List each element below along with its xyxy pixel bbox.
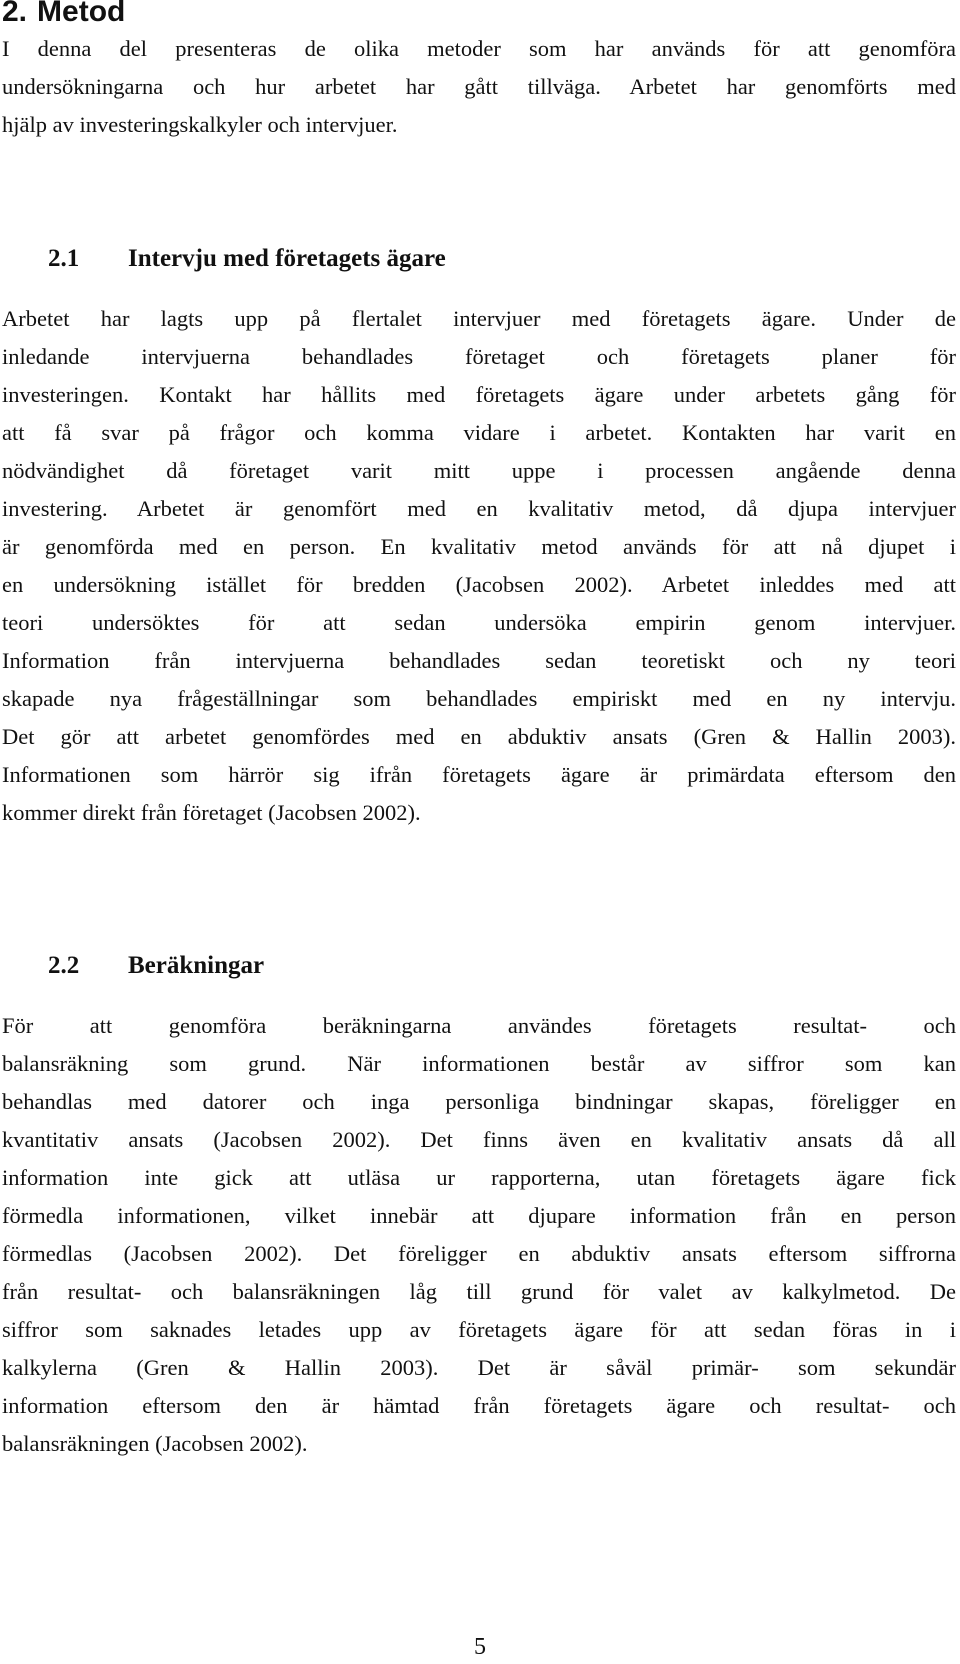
section-title: Beräkningar (128, 952, 265, 979)
section-2-1-paragraph (2, 300, 956, 832)
body-line: balansräkning som grund. När informationen består av siffror som kan (2, 1051, 956, 1076)
body-line: kalkylerna (Gren & Hallin 2003). Det är såväl primär- som sekundär (2, 1355, 956, 1380)
body-line: skapade nya frågeställningar som behandlades empiriskt med en ny intervju. (2, 686, 956, 711)
body-line: nödvändighet då företaget varit mitt uppe i processen angående denna (2, 458, 956, 483)
section-2-2-paragraph (2, 1007, 956, 1463)
body-line: kvantitativ ansats (Jacobsen 2002). Det finns även en kvalitativ ansats då all (2, 1127, 956, 1152)
body-line: Informationen som härrör sig ifrån företagets ägare är primärdata eftersom den (2, 762, 956, 787)
body-line: Information från intervjuerna behandlades sedan teoretiskt och ny teori (2, 648, 956, 673)
page-number: 5 (474, 1634, 486, 1660)
body-line: För att genomföra beräkningarna användes företagets resultat- och (2, 1013, 956, 1038)
chapter-number: 2. (2, 0, 28, 28)
intro-line: I denna del presenteras de olika metoder som har används för att genomföra (2, 36, 956, 61)
body-line: kommer direkt från företaget (Jacobsen 2002). (2, 800, 421, 825)
intro-line: undersökningarna och hur arbetet har gått tillväga. Arbetet har genomförts med (2, 74, 956, 99)
body-line: information inte gick att utläsa ur rapporterna, utan företagets ägare fick (2, 1165, 956, 1190)
body-line: investering. Arbetet är genomfört med en kvalitativ metod, då djupa intervjuer (2, 496, 956, 521)
section-number: 2.1 (48, 245, 80, 272)
body-line: förmedlas (Jacobsen 2002). Det föreligger en abduktiv ansats eftersom siffrorna (2, 1241, 956, 1266)
body-line: Det gör att arbetet genomfördes med en abduktiv ansats (Gren & Hallin 2003). (2, 724, 956, 749)
body-line: investeringen. Kontakt har hållits med företagets ägare under arbetets gång för (2, 382, 956, 407)
body-line: att få svar på frågor och komma vidare i arbetet. Kontakten har varit en (2, 420, 956, 445)
chapter-heading (2, 0, 125, 30)
body-line: siffror som saknades letades upp av företagets ägare för att sedan föras in i (2, 1317, 956, 1342)
intro-paragraph (2, 30, 956, 144)
section-title: Intervju med företagets ägare (128, 245, 446, 272)
body-line: en undersökning istället för bredden (Jacobsen 2002). Arbetet inleddes med att (2, 572, 956, 597)
body-line: behandlas med datorer och inga personliga bindningar skapas, föreligger en (2, 1089, 956, 1114)
body-line: Arbetet har lagts upp på flertalet intervjuer med företagets ägare. Under de (2, 306, 956, 331)
section-heading-2-2 (48, 950, 264, 982)
intro-line: hjälp av investeringskalkyler och intervjuer. (2, 112, 398, 137)
body-line: är genomförda med en person. En kvalitativ metod används för att nå djupet i (2, 534, 956, 559)
section-heading-2-1 (48, 243, 446, 275)
body-line: information eftersom den är hämtad från företagets ägare och resultat- och (2, 1393, 956, 1418)
chapter-title: Metod (37, 0, 126, 28)
body-line: förmedla informationen, vilket innebär att djupare information från en person (2, 1203, 956, 1228)
body-line: teori undersöktes för att sedan undersöka empirin genom intervjuer. (2, 610, 956, 635)
body-line: inledande intervjuerna behandlades företaget och företagets planer för (2, 344, 956, 369)
body-line: från resultat- och balansräkningen låg till grund för valet av kalkylmetod. De (2, 1279, 956, 1304)
section-number: 2.2 (48, 952, 80, 979)
body-line: balansräkningen (Jacobsen 2002). (2, 1431, 308, 1456)
